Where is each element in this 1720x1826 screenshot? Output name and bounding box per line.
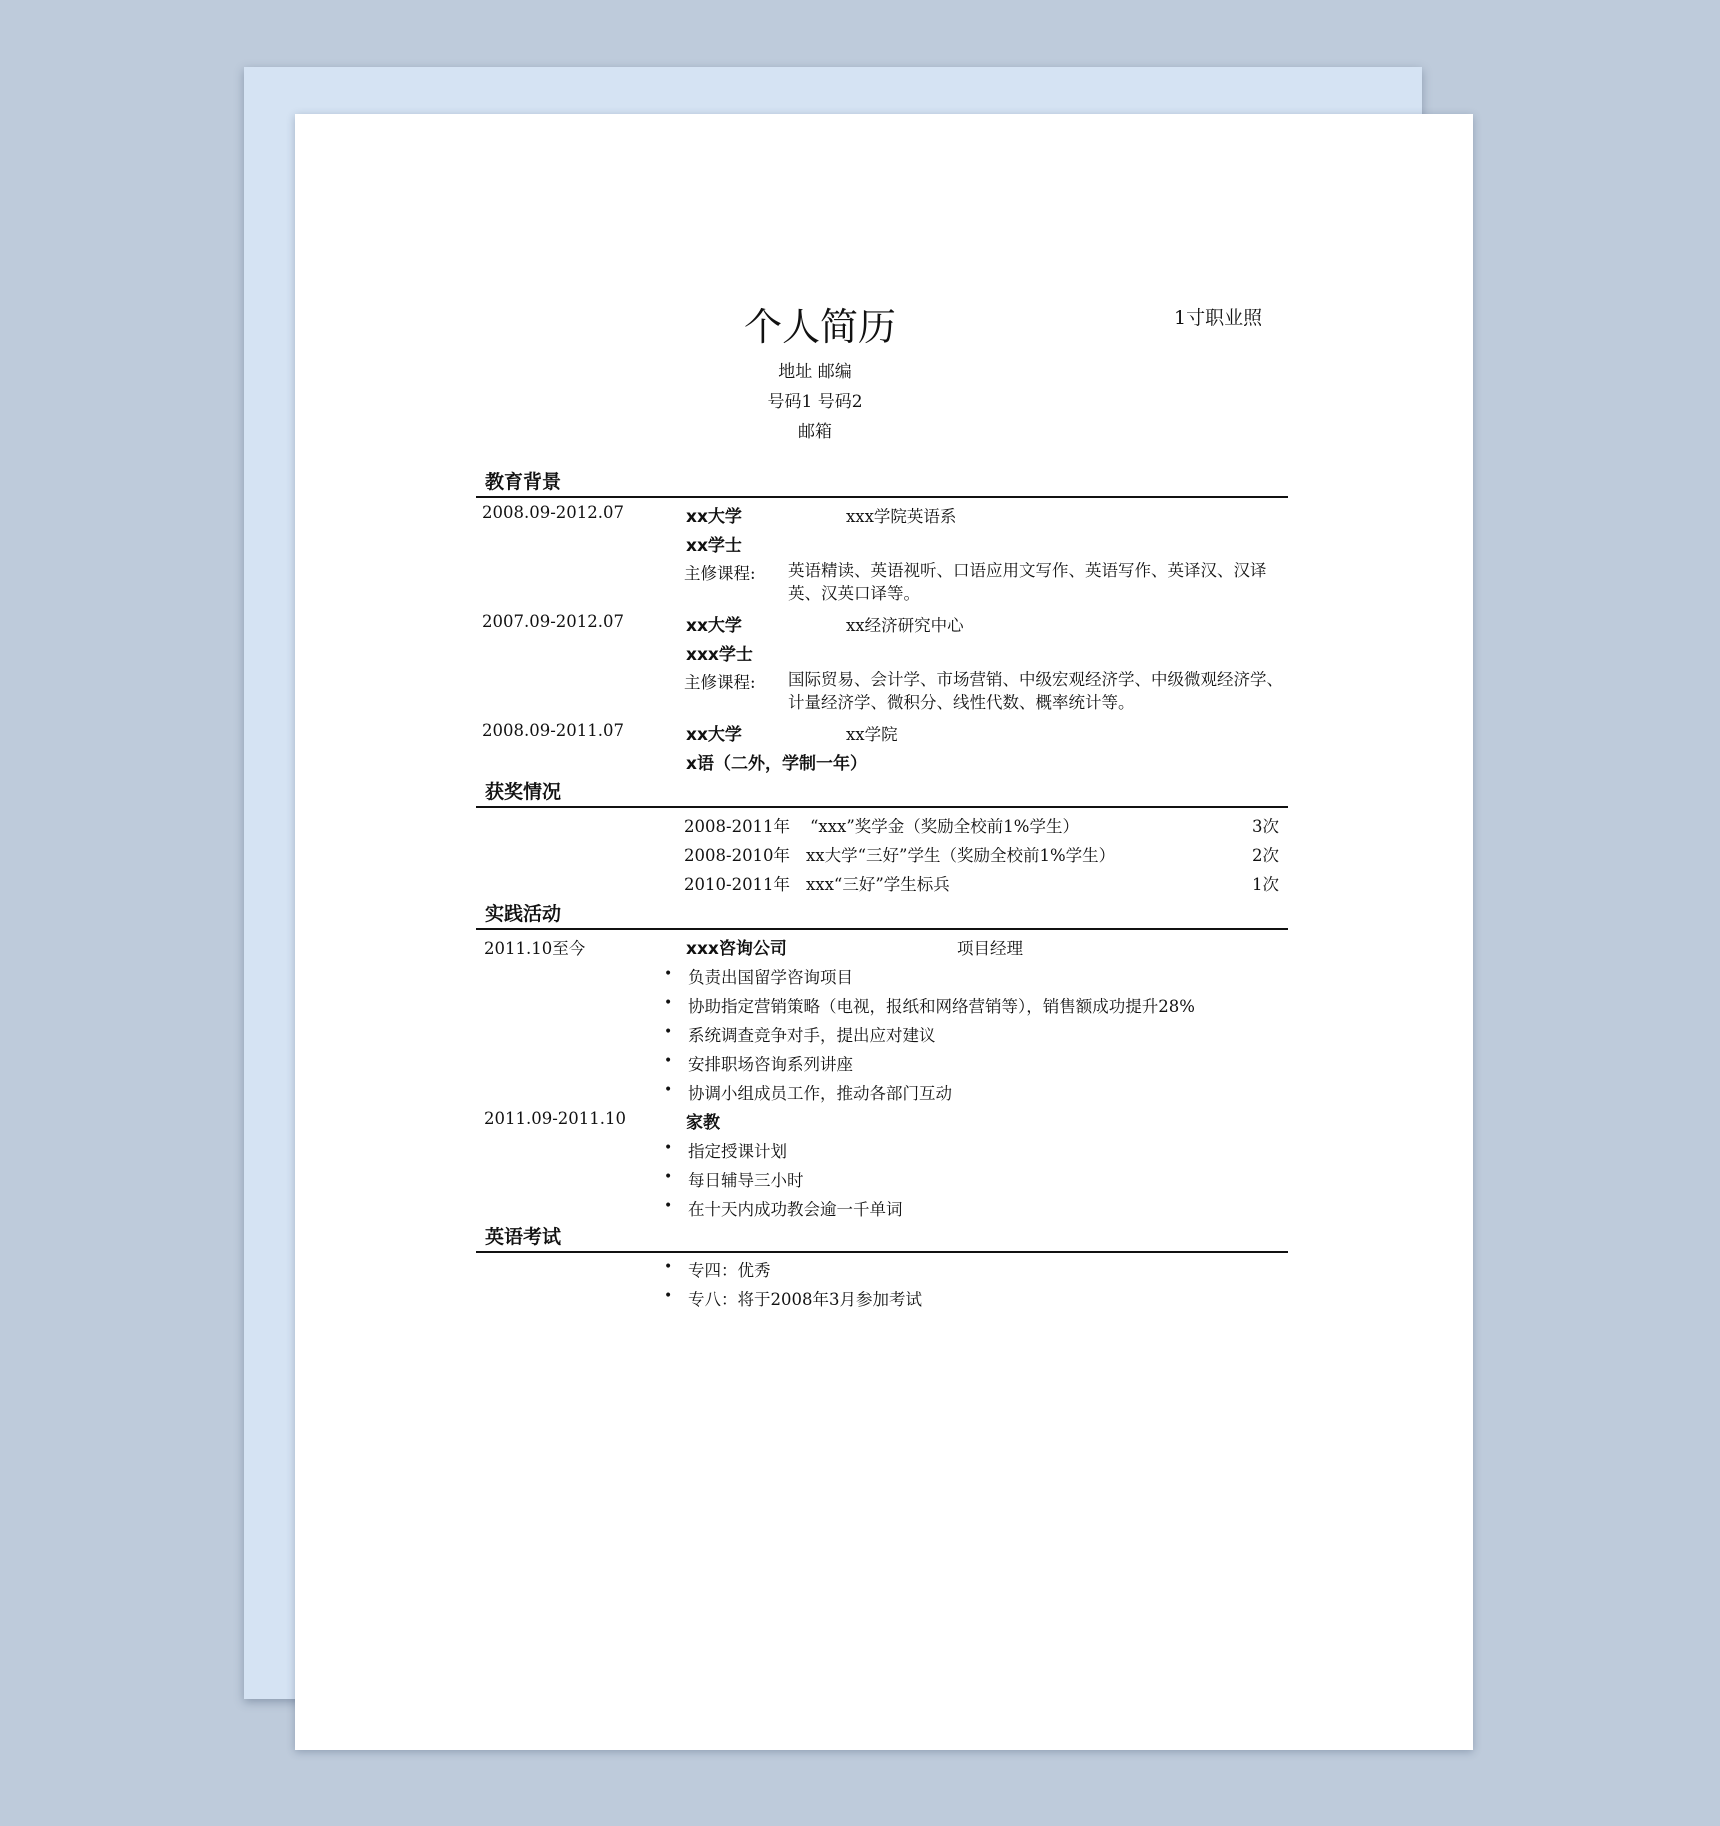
award-count: 2次 (1252, 846, 1279, 865)
resume-title: 个人简历 (743, 305, 896, 349)
edu-courses: 英语精读、英语视听、口语应用文写作、英语写作、英译汉、汉译英、汉英口译等。 (788, 561, 1267, 603)
job-period: 2011.10至今 (484, 939, 586, 958)
edu-course-label: 主修课程: (684, 564, 756, 583)
job-bullet: 在十天内成功教会逾一千单词 (688, 1200, 903, 1219)
exam-bullet: 专八：将于2008年3月参加考试 (688, 1290, 922, 1309)
section-divider (476, 1251, 1288, 1253)
contact-phone: 号码1 号码2 (767, 392, 863, 412)
job-bullet: 指定授课计划 (688, 1142, 787, 1161)
edu-period: 2008.09-2011.07 (482, 721, 625, 740)
job-bullet: 每日辅导三小时 (688, 1171, 804, 1190)
job-organization: xxx咨询公司 (686, 939, 787, 959)
edu-period: 2007.09-2012.07 (482, 612, 625, 631)
edu-period: 2008.09-2012.07 (482, 503, 625, 522)
edu-degree: xx学士 (686, 536, 742, 556)
bullet-dot: • (664, 1024, 673, 1040)
job-role: 项目经理 (957, 939, 1023, 958)
bullet-dot: • (664, 1198, 673, 1214)
section-divider (476, 928, 1288, 930)
section-divider (476, 496, 1288, 498)
award-name: xx大学“三好”学生（奖励全校前1%学生） (806, 846, 1116, 865)
job-organization: 家教 (686, 1113, 720, 1133)
section-title-awards: 获奖情况 (485, 781, 562, 803)
edu-school: xx大学 (686, 725, 742, 745)
bullet-dot: • (664, 966, 673, 982)
award-name: xxx“三好”学生标兵 (806, 875, 950, 894)
job-period: 2011.09-2011.10 (484, 1109, 627, 1128)
award-count: 3次 (1252, 817, 1279, 836)
contact-email: 邮箱 (798, 422, 832, 442)
bullet-dot: • (664, 1288, 673, 1304)
award-period: 2008-2011年 (684, 817, 791, 836)
section-title-english: 英语考试 (485, 1226, 562, 1248)
section-divider (476, 806, 1288, 808)
edu-department: xx经济研究中心 (846, 616, 964, 635)
section-title-practice: 实践活动 (485, 903, 562, 925)
bullet-dot: • (664, 995, 673, 1011)
bullet-dot: • (664, 1140, 673, 1156)
edu-course-label: 主修课程: (684, 673, 756, 692)
edu-degree: xxx学士 (686, 645, 753, 665)
award-period: 2008-2010年 (684, 846, 791, 865)
bullet-dot: • (664, 1053, 673, 1069)
exam-bullet: 专四：优秀 (688, 1261, 771, 1280)
section-title-education: 教育背景 (485, 471, 562, 493)
edu-school: xx大学 (686, 507, 742, 527)
award-count: 1次 (1252, 875, 1279, 894)
bullet-dot: • (664, 1169, 673, 1185)
photo-placeholder: 1寸职业照 (1174, 307, 1263, 329)
bullet-dot: • (664, 1082, 673, 1098)
job-bullet: 安排职场咨询系列讲座 (688, 1055, 853, 1074)
job-bullet: 负责出国留学咨询项目 (688, 968, 853, 987)
edu-school: xx大学 (686, 616, 742, 636)
contact-address: 地址 邮编 (778, 362, 852, 382)
job-bullet: 协助指定营销策略（电视，报纸和网络营销等），销售额成功提升28% (688, 997, 1195, 1016)
edu-department: xx学院 (846, 725, 898, 744)
bullet-dot: • (664, 1259, 673, 1275)
award-period: 2010-2011年 (684, 875, 791, 894)
edu-degree: x语（二外，学制一年） (686, 754, 867, 774)
edu-department: xxx学院英语系 (846, 507, 957, 526)
job-bullet: 系统调查竞争对手，提出应对建议 (688, 1026, 936, 1045)
award-name: “xxx”奖学金（奖励全校前1%学生） (810, 817, 1079, 836)
edu-courses: 国际贸易、会计学、市场营销、中级宏观经济学、中级微观经济学、计量经济学、微积分、线性代数、概率统计等。 (788, 670, 1283, 712)
job-bullet: 协调小组成员工作，推动各部门互动 (688, 1084, 952, 1103)
